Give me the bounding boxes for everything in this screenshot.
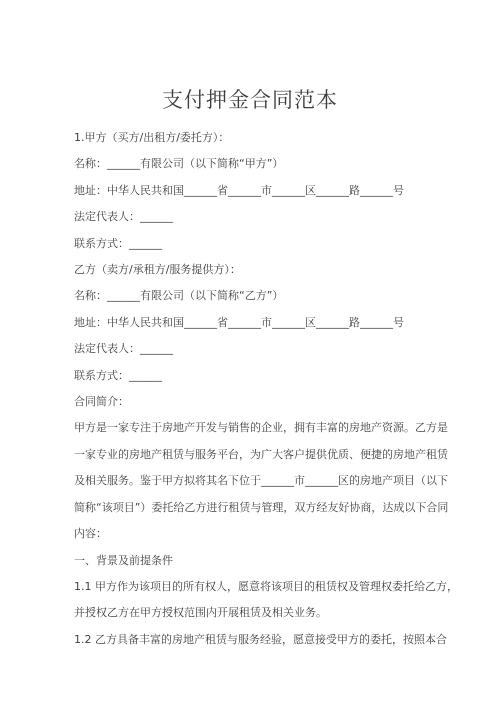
intro-line: 一家专业的房地产租赁与服务平台，为广大客户提供优质、便捷的房地产租赁 xyxy=(74,447,448,461)
clause-1-1-line: 并授权乙方在甲方授权范围内开展租赁及相关业务。 xyxy=(74,606,327,620)
party-a-legal-rep: 法定代表人：______ xyxy=(74,210,173,224)
intro-line: 甲方是一家专注于房地产开发与销售的企业，拥有丰富的房地产资源。乙方是 xyxy=(74,421,448,435)
section-1-heading: 一、背景及前提条件 xyxy=(74,553,173,567)
intro-line: 及相关服务。鉴于甲方拟将其名下位于______市______区的房地产项目（以下 xyxy=(74,474,448,488)
clause-1-1-line: 1.1 甲方作为该项目的所有权人，愿意将该项目的租赁权及管理权委托给乙方， xyxy=(74,579,458,593)
party-b-legal-rep: 法定代表人：______ xyxy=(74,342,173,356)
party-b-heading: 乙方（卖方/承租方/服务提供方）： xyxy=(74,263,241,277)
party-a-contact: 联系方式：______ xyxy=(74,236,162,250)
intro-line: 内容： xyxy=(74,527,107,541)
party-b-address: 地址：中华人民共和国______省______市______区______路______号 xyxy=(74,315,404,329)
document-title: 支付押金合同范本 xyxy=(162,88,338,112)
party-a-address: 地址：中华人民共和国______省______市______区______路______号 xyxy=(74,183,404,197)
clause-1-2-line: 1.2 乙方具备丰富的房地产租赁与服务经验，愿意接受甲方的委托，按照本合 xyxy=(74,632,447,646)
document-body xyxy=(74,125,458,653)
party-b-name: 名称：______有限公司（以下简称“乙方”） xyxy=(74,289,284,303)
intro-line: 简称“该项目”）委托给乙方进行租赁与管理，双方经友好协商，达成以下合同 xyxy=(74,500,449,514)
intro-heading: 合同简介： xyxy=(74,395,129,409)
party-a-name: 名称：______有限公司（以下简称“甲方”） xyxy=(74,157,284,171)
party-b-contact: 联系方式：______ xyxy=(74,368,162,382)
party-a-heading: 1.甲方（买方/出租方/委托方）： xyxy=(74,131,230,144)
